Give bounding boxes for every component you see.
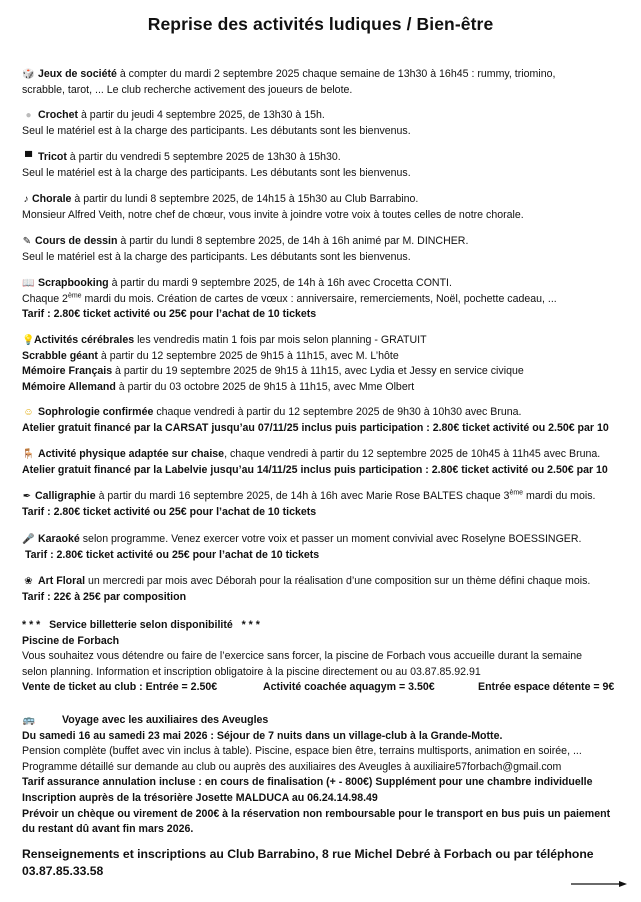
section-heading: * * * Service billetterie selon disponibilité * * * [22,619,260,631]
activity-text: à partir du jeudi 4 septembre 2025, de 13h30 à 15h. [78,109,325,121]
voyage-text: Programme détaillé sur demande au club ou auprès des auxiliaires des Aveugles à auxiliaire57forbach@gmail.com [22,760,562,773]
activity-name: Mémoire Français [22,365,113,378]
lightbulb-icon: 💡 [22,335,35,346]
knit-icon: ▀ [24,152,33,163]
tarif-text: Tarif : 22€ à 25€ par composition [22,590,187,603]
voyage-text: Inscription auprès de la trésorière Josette MALDUCA au 06.24.14.98.49 [22,791,378,804]
activity-name: Crochet [38,109,79,121]
footer-contact [22,846,622,880]
price-detente: Entrée espace détente = 9€ [478,681,615,694]
microphone-icon: 🎤 [22,534,35,545]
activity-text: à compter du mardi 2 septembre 2025 chaque semaine de 13h30 à 16h45 : rummy, triomino, [116,68,556,80]
voyage-text: Du samedi 16 au samedi 23 mai 2026 : Séjour de 7 nuits dans un village-club à la Grande-Motte. [22,729,503,742]
activity-karaoke [22,532,637,563]
activity-text: selon programme. Venez exercer votre voix et passer un moment convivial avec Roselyne BOESSINGER. [79,533,582,545]
piscine-heading: Piscine de Forbach [22,634,120,647]
voyage-text: Tarif assurance annulation incluse : en cours de finalisation (+ - 800€) Supplément pour une chambre individuelle [22,776,593,789]
tarif-text: Atelier gratuit financé par la Labelvie jusqu’au 14/11/25 inclus puis participation : 2.80€ ticket activité ou 2.50€ par 10 [22,463,608,476]
book-icon: 📖 [22,278,35,289]
music-note-icon: ♪ [23,194,29,205]
activity-name: Karaoké [38,533,80,545]
activity-name: Mémoire Allemand [22,380,116,393]
activity-text: Monsieur Alfred Veith, notre chef de chœur, vous invite à joindre votre voix à toutes celles de notre chorale. [22,208,524,221]
dice-icon: 🎲 [22,69,35,80]
activity-physique [22,447,637,478]
activity-crochet [22,108,637,139]
activity-text: chaque vendredi à partir du 12 septembre 2025 de 9h30 à 10h30 avec Bruna. [153,406,522,418]
activity-text: Chaque 2 [22,292,68,305]
price-row [22,680,637,696]
activity-name: Jeux de société [38,68,117,80]
circle-icon: ● [25,110,32,121]
superscript: ème [509,489,524,497]
activity-name: Tricot [38,151,67,163]
tarif-text: Tarif : 2.80€ ticket activité ou 25€ pour l’achat de 10 tickets [22,308,317,321]
footer-text: Renseignements et inscriptions au Club Barrabino, 8 rue Michel Debré à Forbach ou par téléphone [22,847,594,861]
activity-text: à partir du mardi 9 septembre 2025, de 14h à 16h avec Crocetta CONTI. [108,277,452,289]
quill-icon: ✒ [22,491,32,502]
activity-text: à partir du 19 septembre 2025 de 9h15 à 11h15, avec Lydia et Jessy en service civique [112,365,524,378]
activity-text: Seul le matériel est à la charge des participants. Les débutants sont les bienvenus. [22,124,411,137]
tarif-text: Tarif : 2.80€ ticket activité ou 25€ pour l’achat de 10 tickets [22,505,317,518]
flower-icon: ❀ [24,576,33,587]
activity-dessin [22,234,637,265]
activity-name: Scrapbooking [38,277,109,289]
voyage-text: Pension complète (buffet avec vin inclus à table). Piscine, espace bien être, terrains multisports, animation en soirée, ... [22,745,582,758]
activity-text: à partir du 03 octobre 2025 de 9h15 à 11h15, avec Mme Olbert [115,380,415,393]
activity-name: Activités cérébrales [34,334,135,346]
page-title: Reprise des activités ludiques / Bien-être [147,14,494,34]
pencil-icon: ✎ [22,236,32,247]
billetterie-text: selon planning. Information et inscription obligatoire à la piscine directement ou au 03.87.85.92.91 [22,665,481,678]
activity-text: les vendredis matin 1 fois par mois selon planning - GRATUIT [134,334,427,346]
activity-calligraphie [22,489,637,520]
activity-scrapbooking [22,276,637,323]
activity-name: Calligraphie [35,490,96,502]
activity-text: mardi du mois. [523,490,596,502]
smiley-icon: ☺ [23,407,34,418]
activity-sophrologie [22,405,637,436]
tarif-text: Tarif : 2.80€ ticket activité ou 25€ pour l’achat de 10 tickets [24,548,320,561]
voyage-section [22,713,637,838]
activity-text: à partir du lundi 8 septembre 2025, de 14h à 16h animé par M. DINCHER. [117,235,469,247]
activity-text: à partir du mardi 16 septembre 2025, de 14h à 16h avec Marie Rose BALTES chaque 3 [95,490,510,502]
activity-chorale [22,192,637,223]
billetterie-section [22,618,637,696]
activity-name: Scrabble géant [22,349,98,362]
activity-text: Seul le matériel est à la charge des participants. Les débutants sont les bienvenus. [22,250,411,263]
activity-text: à partir du 12 septembre 2025 de 9h15 à 11h15, avec M. L’hôte [97,349,399,362]
voyage-text: du restant dû avant fin mars 2026. [22,823,194,836]
price-aquagym: Activité coachée aquagym = 3.50€ [263,681,435,694]
activity-text: , chaque vendredi à partir du 12 septembre 2025 de 10h45 à 11h45 avec Bruna. [224,448,601,460]
arrow-right-icon [571,878,627,890]
activity-name: Activité physique adaptée sur chaise [38,448,225,460]
superscript: ème [67,292,82,300]
activity-art-floral [22,574,637,605]
billetterie-text: Vous souhaitez vous détendre ou faire de l’exercice sans forcer, la piscine de Forbach vous accueille durant la semaine [22,650,583,663]
activity-jeux [22,67,637,98]
activity-text: Seul le matériel est à la charge des participants. Les débutants sont les bienvenus. [22,166,411,179]
section-heading: Voyage avec les auxiliaires des Aveugles [62,714,269,726]
price-entree: Vente de ticket au club : Entrée = 2.50€ [22,681,218,694]
activity-name: Chorale [32,193,72,205]
activity-text: à partir du lundi 8 septembre 2025, de 14h15 à 15h30 au Club Barrabino. [71,193,419,205]
activity-name: Cours de dessin [35,235,118,247]
voyage-text: Prévoir un chèque ou virement de 200€ à la réservation non remboursable pour le transport en bus puis un paiement [22,807,611,820]
bus-icon: 🚌 [22,715,36,726]
activity-text: scrabble, tarot, ... Le club recherche activement des joueurs de belote. [22,83,353,96]
activity-name: Art Floral [38,575,86,587]
activity-cerebrales [22,333,637,395]
footer-phone: 03.87.85.33.58 [22,864,104,878]
activity-text: mardi du mois. Création de cartes de vœux : anniversaire, remerciements, Noël, pochette cadeau, ... [81,292,557,305]
tarif-text: Atelier gratuit financé par la CARSAT jusqu’au 07/11/25 inclus puis participation : 2.80€ ticket activité ou 2.50€ par 10 [22,421,609,434]
activity-text: un mercredi par mois avec Déborah pour la réalisation d’une composition sur un thème défini chaque mois. [85,575,591,587]
activity-tricot [22,150,637,181]
activity-name: Sophrologie confirmée [38,406,154,418]
chair-icon: 🪑 [22,449,35,460]
activity-text: à partir du vendredi 5 septembre 2025 de 13h30 à 15h30. [66,151,341,163]
